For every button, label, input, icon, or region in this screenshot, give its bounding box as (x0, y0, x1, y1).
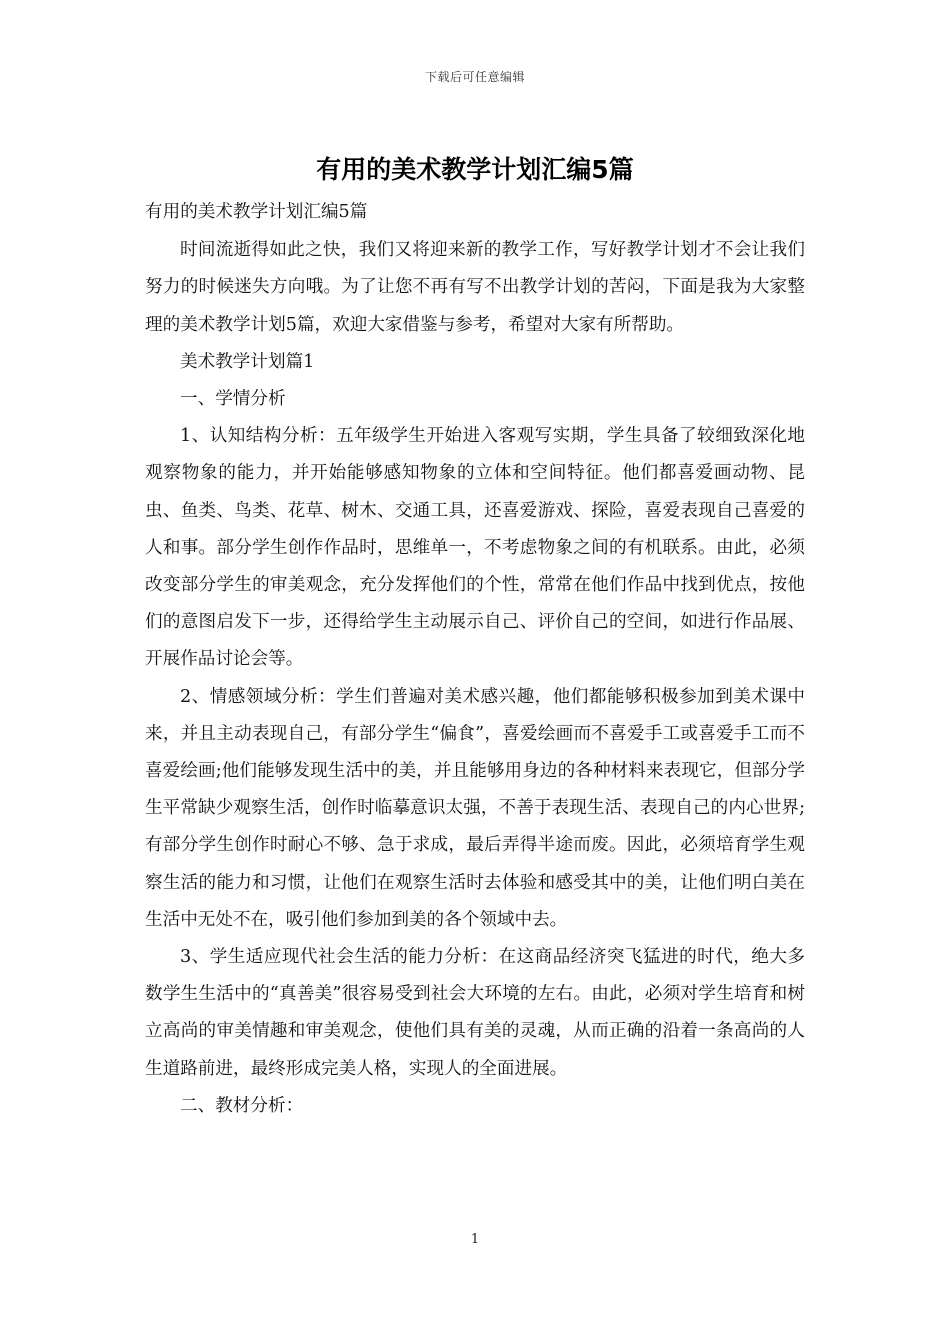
intro-paragraph: 时间流逝得如此之快，我们又将迎来新的教学工作，写好教学计划才不会让我们努力的时候迷失方向哦。为了让您不再有写不出教学计划的苦闷，下面是我为大家整理的美术教学计划5篇，欢迎大家借鉴与参考，希望对大家有所帮助。 (145, 240, 805, 335)
page-number: 1 (470, 1232, 480, 1247)
section-heading-textbook-analysis: 二、教材分析： (180, 1095, 304, 1116)
page-header: 下载后可任意编辑 (424, 70, 525, 84)
paragraph-cognitive-analysis: 1、认知结构分析：五年级学生开始进入客观写实期，学生具备了较细致深化地观察物象的能力，并开始能够感知物象的立体和空间特征。他们都喜爱画动物、昆虫、鱼类、鸟类、花草、树木、交通工具，还喜爱游戏、探险，喜爱表现自己喜爱的人和事。部分学生创作作品时，思维单一，不考虑物象之间的有机联系。由此，必须改变部分学生的审美观念，充分发挥他们的个性，常常在他们作品中找到优点，按他们的意图启发下一步，还得给学生主动展示自己、评价自己的空间，如进行作品展、开展作品讨论会等。 (145, 426, 805, 670)
paragraph-social-adaptation-analysis: 3、学生适应现代社会生活的能力分析：在这商品经济突飞猛进的时代，绝大多数学生生活中的“真善美”很容易受到社会大环境的左右。由此，必须对学生培育和树立高尚的审美情趣和审美观念，使他们具有美的灵魂，从而正确的沿着一条高尚的人生道路前进，最终形成完美人格，实现人的全面进展。 (145, 947, 805, 1079)
paragraph-emotional-analysis: 2、情感领域分析：学生们普遍对美术感兴趣，他们都能够积极参加到美术课中来，并且主动表现自己，有部分学生“偏食”，喜爱绘画而不喜爱手工或喜爱手工而不喜爱绘画;他们能够发现生活中的美，并且能够用身边的各种材料来表现它，但部分学生平常缺少观察生活，创作时临摹意识太强，不善于表现生活、表现自己的内心世界;有部分学生创作时耐心不够、急于求成，最后弄得半途而废。因此，必须培育学生观察生活的能力和习惯，让他们在观察生活时去体验和感受其中的美，让他们明白美在生活中无处不在，吸引他们参加到美的各个领域中去。 (145, 686, 805, 930)
document-body (145, 194, 805, 1125)
document-subtitle: 有用的美术教学计划汇编5篇 (145, 202, 368, 222)
section-heading-plan-1: 美术教学计划篇1 (180, 351, 315, 372)
document-title: 有用的美术教学计划汇编5篇 (316, 155, 634, 184)
section-heading-student-analysis: 一、学情分析 (180, 389, 286, 410)
